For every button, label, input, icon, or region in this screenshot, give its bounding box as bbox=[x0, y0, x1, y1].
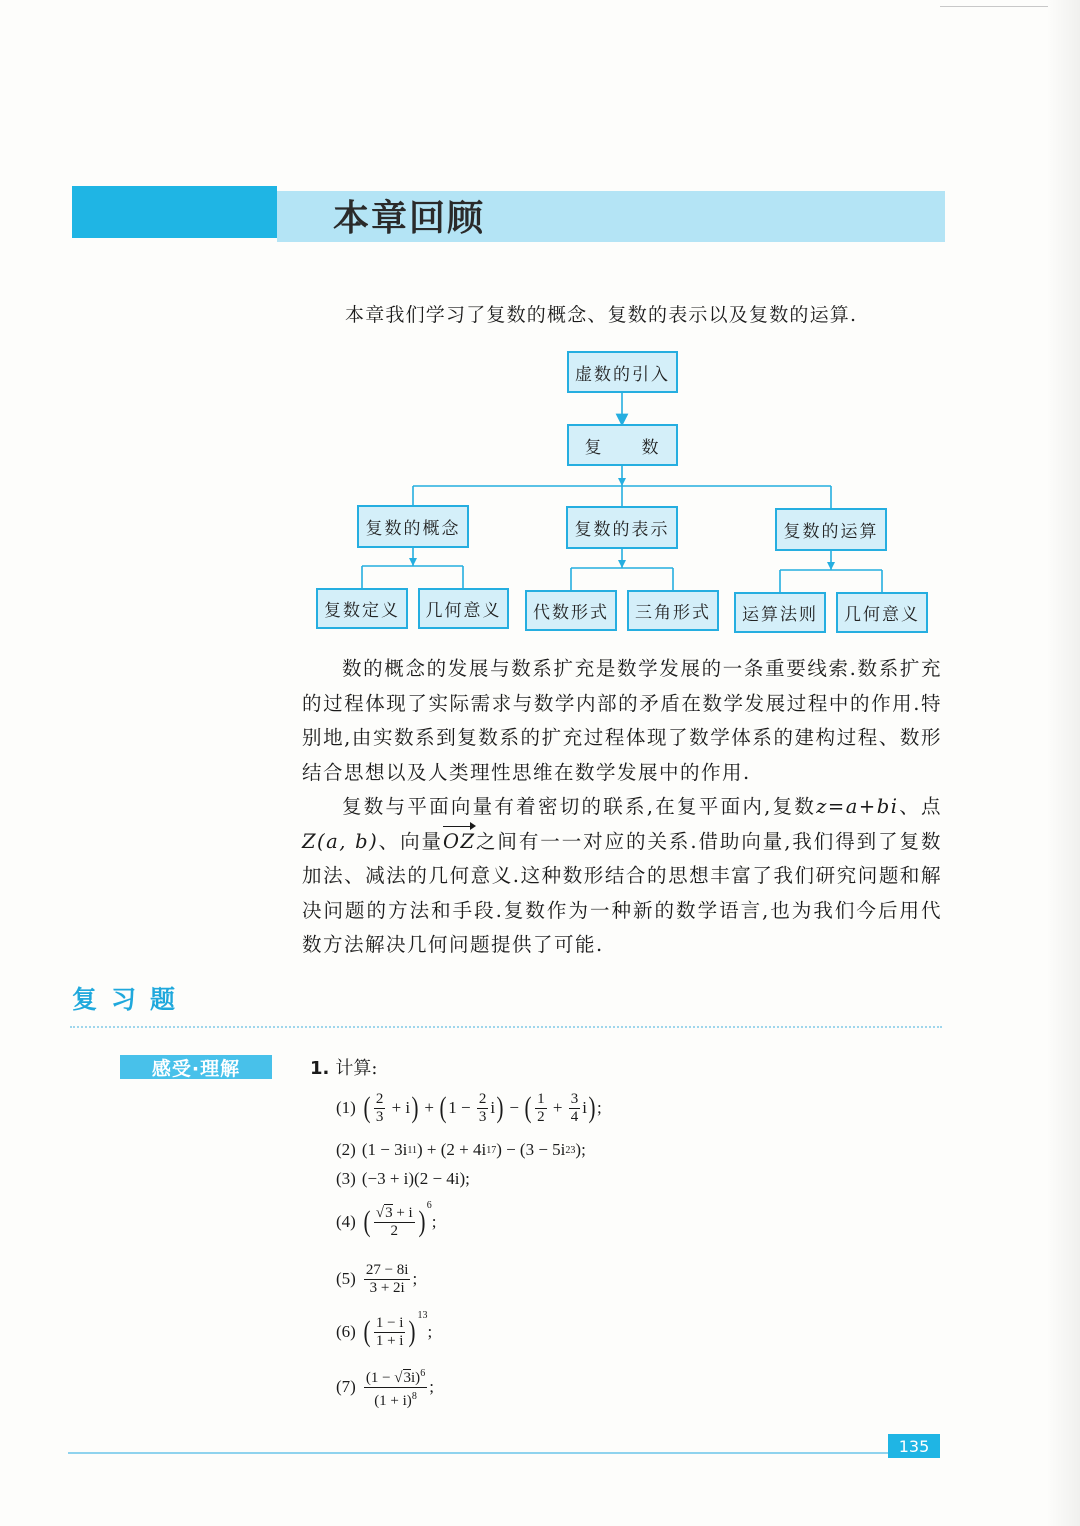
exercise-item: (1) ( $\frac{2}{3}$ + i ) + ( 1 − $\frac{2}{3}$ i ) − ( $\frac{1}{2}$ + $\frac{3}{4}$ i ) ; bbox=[336, 1090, 602, 1125]
vector-oz: OZ bbox=[443, 825, 476, 860]
section-badge: 感受·理解 bbox=[120, 1055, 272, 1079]
review-heading: 复习题 bbox=[72, 985, 190, 1014]
summary-paragraph-1: 数的概念的发展与数系扩充是数学发展的一条重要线索.数系扩充的过程体现了实际需求与数学内部的矛盾在数学发展过程中的作用.特别地,由实数系到复数系的扩充过程体现了数学体系的建构过程、数形结合思想以及人类理性思维在数学发展中的作用. bbox=[302, 657, 942, 784]
chapter-title: 本章回顾 bbox=[333, 197, 486, 239]
exercise-item: (5) $\frac{27 - 8i}{3 + 2i}$ ; bbox=[336, 1261, 418, 1296]
exercise-item: (4) ( $\frac{√3 + i}{2}$ ) $^6$ ; bbox=[336, 1200, 437, 1239]
point-expr: Z(a, b) bbox=[302, 829, 379, 853]
summary-paragraph-2: 复数与平面向量有着密切的联系,在复平面内,复数z=a+bi、点Z(a, b)、向量OZ之间有一一对应的关系.借助向量,我们得到了复数加法、减法的几何意义.这种数形结合的思想丰富了我们研究问题和解决问题的方法和手段.复数作为一种新的数学语言,也为我们今后用代数方法解决几何问题提供了可能. bbox=[302, 795, 942, 956]
node-leaf: 代数形式 bbox=[525, 590, 617, 631]
exercise-item: (3) (−3 + i)(2 − 4i); bbox=[336, 1169, 470, 1188]
question-1-header: 1. 计算: bbox=[310, 1058, 378, 1079]
node-center: 复 数 bbox=[567, 424, 678, 466]
footer-rule bbox=[68, 1452, 888, 1454]
exercise-item: (6) ( $\frac{1 - i}{1 + i}$ ) $^{13}$ ; bbox=[336, 1310, 433, 1349]
node-branch-concept: 复数的概念 bbox=[357, 505, 469, 548]
page-number: 135 bbox=[888, 1434, 940, 1458]
chapter-intro: 本章我们学习了复数的概念、复数的表示以及复数的运算. bbox=[345, 304, 858, 326]
node-leaf: 复数定义 bbox=[316, 588, 408, 629]
node-leaf: 几何意义 bbox=[836, 592, 928, 633]
exercise-item: (2) (1 − 3i 11 ) + (2 + 4i 17 ) − (3 − 5i 23 ); bbox=[336, 1140, 586, 1159]
node-branch-representation: 复数的表示 bbox=[566, 506, 678, 549]
section-divider bbox=[70, 1026, 942, 1028]
exercise-item: (7) $\frac{(1 - √3i)^6}{(1 + i)^8}$ ; bbox=[336, 1365, 434, 1409]
node-leaf: 运算法则 bbox=[734, 592, 826, 633]
node-leaf: 三角形式 bbox=[627, 590, 719, 631]
node-branch-operation: 复数的运算 bbox=[775, 508, 887, 551]
node-root: 虚数的引入 bbox=[567, 351, 678, 393]
complex-number-expr: z=a+bi bbox=[816, 795, 899, 818]
node-leaf: 几何意义 bbox=[418, 588, 509, 629]
